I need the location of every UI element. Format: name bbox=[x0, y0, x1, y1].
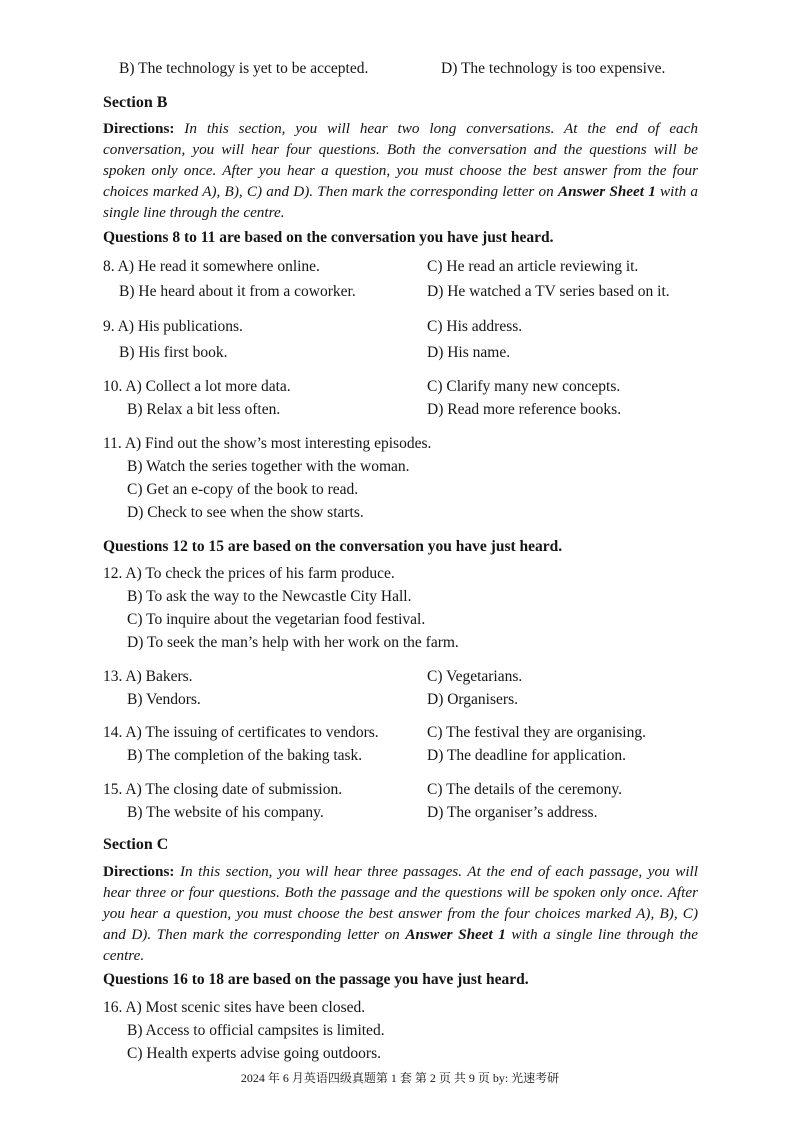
q8-option-a: 8. A) He read it somewhere online. bbox=[103, 258, 320, 275]
q9-option-a: 9. A) His publications. bbox=[103, 318, 243, 335]
q16-option-b: B) Access to official campsites is limited. bbox=[127, 1022, 385, 1039]
questions-16-18-header: Questions 16 to 18 are based on the passage you have just heard. bbox=[103, 971, 529, 988]
q9-option-b: B) His first book. bbox=[119, 344, 228, 361]
q14-option-d: D) The deadline for application. bbox=[427, 747, 626, 764]
q15-option-a: 15. A) The closing date of submission. bbox=[103, 781, 343, 798]
q11-option-a: 11. A) Find out the show’s most interesting episodes. bbox=[103, 435, 432, 452]
q13-option-d: D) Organisers. bbox=[427, 691, 518, 708]
q9-option-d: D) His name. bbox=[427, 344, 511, 361]
option-d: D) The technology is too expensive. bbox=[441, 60, 666, 77]
q10-option-a: 10. A) Collect a lot more data. bbox=[103, 378, 291, 395]
section-b-title: Section B bbox=[103, 94, 168, 111]
section-b-directions bbox=[103, 118, 698, 223]
q16-option-c: C) Health experts advise going outdoors. bbox=[127, 1045, 381, 1062]
option-b: B) The technology is yet to be accepted. bbox=[119, 60, 369, 77]
q15-option-c: C) The details of the ceremony. bbox=[427, 781, 622, 798]
q13-option-a: 13. A) Bakers. bbox=[103, 668, 193, 685]
q15-option-b: B) The website of his company. bbox=[127, 804, 324, 821]
q14-option-a: 14. A) The issuing of certificates to vendors. bbox=[103, 724, 379, 741]
q11-option-d: D) Check to see when the show starts. bbox=[127, 504, 364, 521]
q11-option-c: C) Get an e-copy of the book to read. bbox=[127, 481, 359, 498]
q10-option-c: C) Clarify many new concepts. bbox=[427, 378, 621, 395]
q15-option-d: D) The organiser’s address. bbox=[427, 804, 598, 821]
q8-option-d: D) He watched a TV series based on it. bbox=[427, 283, 670, 300]
questions-8-11-header: Questions 8 to 11 are based on the conversation you have just heard. bbox=[103, 229, 554, 246]
q16-option-a: 16. A) Most scenic sites have been closed. bbox=[103, 999, 366, 1016]
questions-12-15-header: Questions 12 to 15 are based on the conversation you have just heard. bbox=[103, 538, 563, 555]
section-c-directions bbox=[103, 861, 698, 966]
q9-option-c: C) His address. bbox=[427, 318, 523, 335]
page-footer: 2024 年 6 月英语四级真题第 1 套 第 2 页 共 9 页 by: 光速考研 bbox=[240, 1071, 560, 1085]
q13-option-c: C) Vegetarians. bbox=[427, 668, 523, 685]
q10-option-d: D) Read more reference books. bbox=[427, 401, 622, 418]
section-c-title: Section C bbox=[103, 836, 169, 853]
q12-option-c: C) To inquire about the vegetarian food festival. bbox=[127, 611, 426, 628]
q14-option-c: C) The festival they are organising. bbox=[427, 724, 646, 741]
answer-sheet-label: Answer Sheet 1 bbox=[405, 926, 506, 943]
q10-option-b: B) Relax a bit less often. bbox=[127, 401, 281, 418]
directions-text: In this section, you will hear two long conversations. At the end of each conversation, you will hear four questions. Both the conversation and the questions will be spoken only once. After you hear a question, you must choose the best answer from the four choices marked A), B), C) and D). Then mark the corresponding letter on bbox=[103, 120, 698, 200]
q8-option-c: C) He read an article reviewing it. bbox=[427, 258, 639, 275]
q13-option-b: B) Vendors. bbox=[127, 691, 201, 708]
answer-sheet-label: Answer Sheet 1 bbox=[557, 183, 656, 200]
q14-option-b: B) The completion of the baking task. bbox=[127, 747, 363, 764]
q8-option-b: B) He heard about it from a coworker. bbox=[119, 283, 356, 300]
directions-label: Directions: bbox=[103, 863, 175, 880]
q12-option-a: 12. A) To check the prices of his farm produce. bbox=[103, 565, 395, 582]
q11-option-b: B) Watch the series together with the woman. bbox=[127, 458, 410, 475]
directions-text: In this section, you will hear three passages. At the end of each passage, you will hear three or four questions. Both the passage and the questions will be spoken only once. After you hear a question, you must choose the best answer from the four choices marked A), B), C) and D). Then mark the corresponding letter on bbox=[103, 863, 698, 943]
q12-option-d: D) To seek the man’s help with her work on the farm. bbox=[127, 634, 459, 651]
q12-option-b: B) To ask the way to the Newcastle City Hall. bbox=[127, 588, 412, 605]
directions-label: Directions: bbox=[103, 120, 175, 137]
directions-text-end: with a single line through the centre. bbox=[103, 926, 699, 964]
directions-text-end: with a single line through the centre. bbox=[103, 183, 698, 221]
